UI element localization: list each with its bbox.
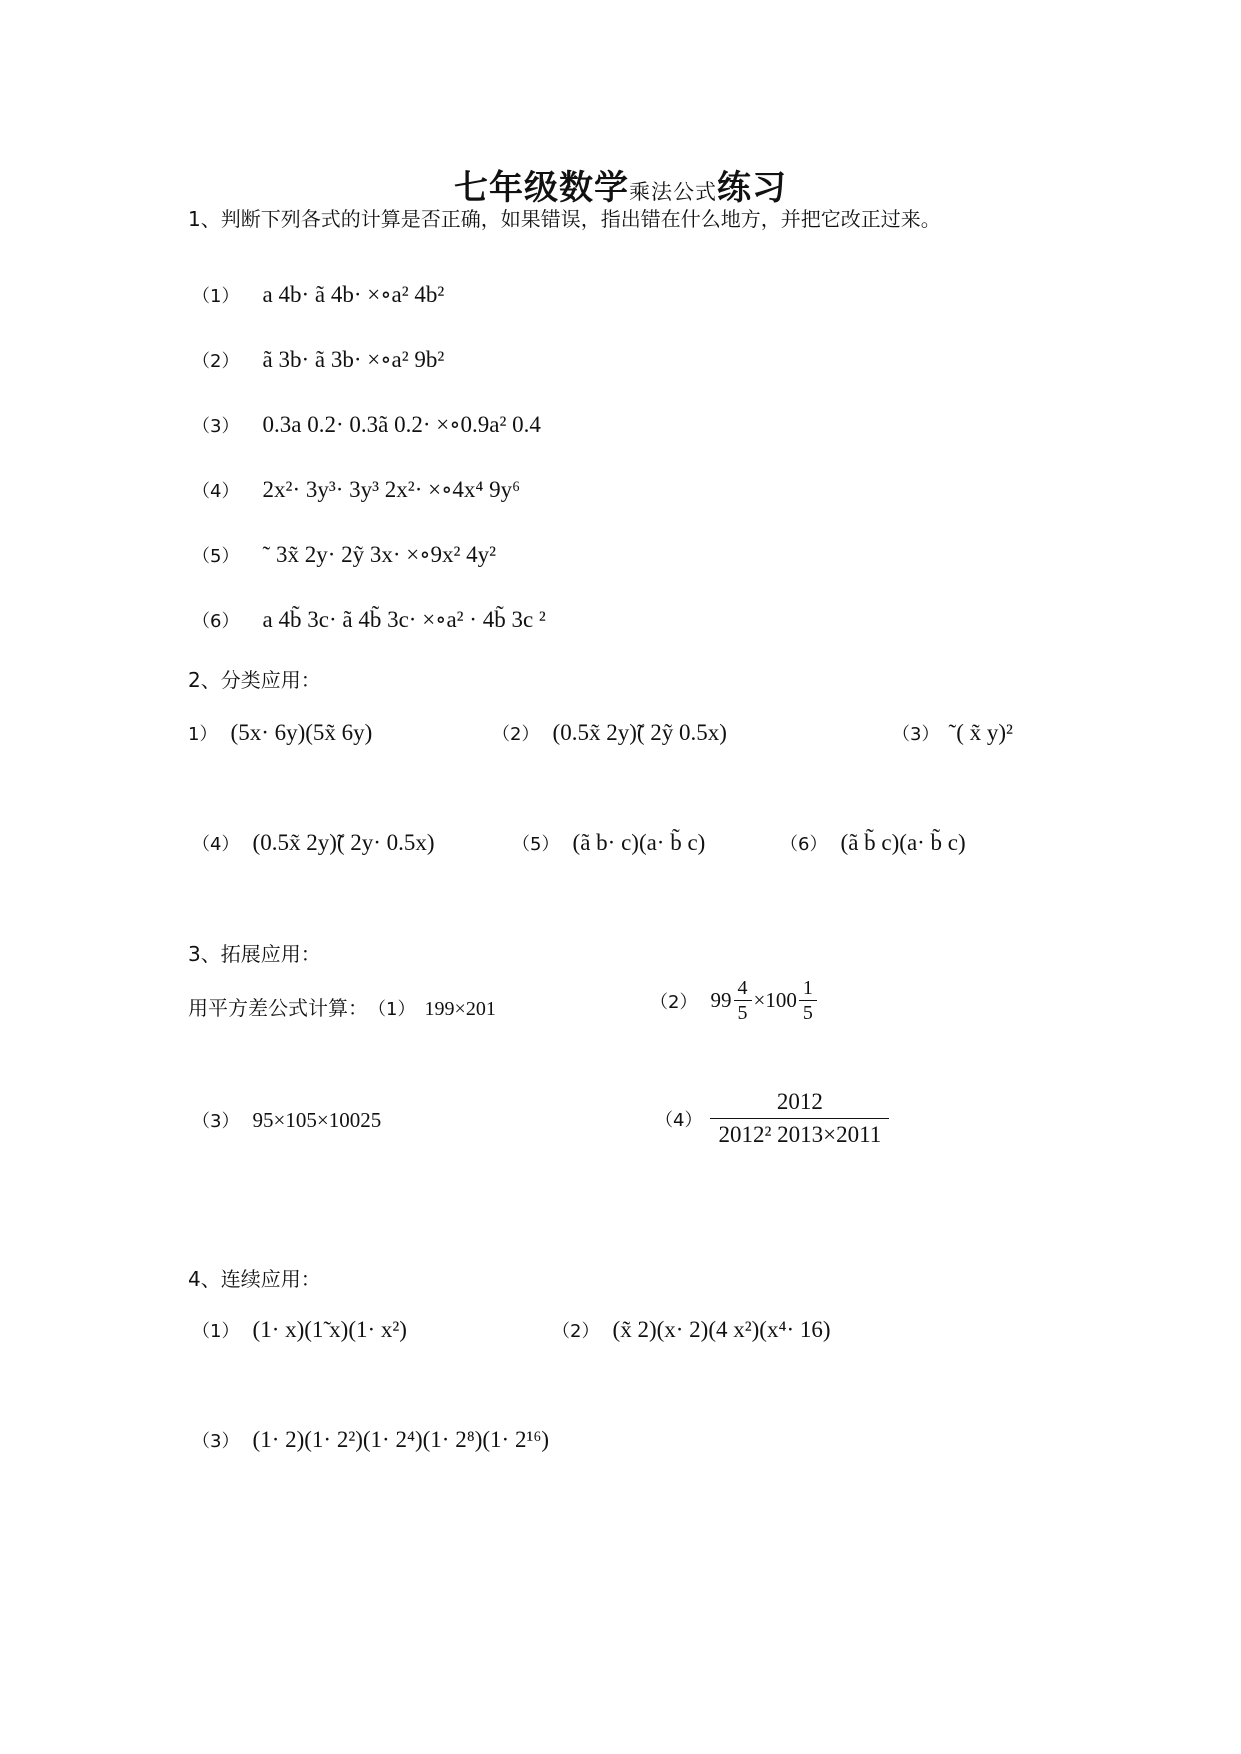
s1-item-5-label: （5） — [192, 546, 240, 567]
s3-item-4-label: （4） — [655, 1109, 703, 1131]
s1-item-1 — [192, 282, 444, 308]
s2-item-5 — [512, 830, 705, 856]
s3-item-2-den-2: 5 — [802, 1002, 813, 1024]
s2-item-4 — [192, 830, 435, 856]
s1-item-5 — [192, 542, 496, 568]
s1-item-4 — [192, 477, 520, 503]
s3-item-3-expr: 95×105×10025 — [252, 1108, 382, 1132]
s2-item-1 — [188, 720, 372, 746]
title-small: 乘法公式 — [629, 180, 717, 204]
s2-item-6 — [780, 830, 966, 856]
s1-item-3-label: （3） — [192, 416, 240, 437]
s2-item-4-expr: (0.5x̃ 2y)̃( 2y· 0.5x) — [252, 830, 435, 855]
section-3-heading: 3、拓展应用： — [188, 942, 321, 966]
s3-item-1-label: （1） — [368, 999, 416, 1020]
s2-item-6-expr: (ã b̃ c)(a· b̃ c) — [840, 830, 966, 855]
s2-item-3-expr: ˜( x̃ y)² — [948, 720, 1013, 745]
s2-item-1-expr: (5x· 6y)(5x̃ 6y) — [230, 720, 373, 745]
s1-item-2-label: （2） — [192, 351, 240, 372]
s2-item-4-label: （4） — [192, 834, 240, 855]
s3-item-4-num: 2012 — [710, 1086, 889, 1119]
s1-item-4-expr: 2x²· 3y³· 3y³ 2x²· ×∘4x⁴ 9y⁶ — [262, 477, 521, 502]
section-4-heading: 4、连续应用： — [188, 1267, 321, 1291]
s4-item-2 — [552, 1317, 831, 1343]
s1-item-3-expr: 0.3a 0.2· 0.3ã 0.2· ×∘0.9a² 0.4 — [262, 412, 541, 437]
s2-item-5-label: （5） — [512, 834, 560, 855]
s3-item-2-num-2: 1 — [799, 976, 817, 1001]
s3-item-2-num-1: 4 — [734, 976, 752, 1001]
s4-item-3 — [192, 1427, 549, 1453]
title-main-after: 练习 — [717, 168, 787, 208]
s3-item-3-label: （3） — [192, 1111, 240, 1132]
s2-item-5-expr: (ã b· c)(a· b̃ c) — [572, 830, 706, 855]
s2-item-6-label: （6） — [780, 834, 828, 855]
page-title — [0, 160, 1241, 209]
s2-item-1-label: 1） — [188, 724, 218, 745]
s4-item-3-expr: (1· 2)(1· 2²)(1· 2⁴)(1· 2⁸)(1· 2¹⁶) — [252, 1427, 550, 1452]
s3-item-2-frac-2 — [799, 976, 817, 1025]
s2-item-2 — [492, 720, 727, 746]
s3-item-2-frac-1 — [734, 976, 752, 1025]
title-main-before: 七年级数学 — [454, 168, 629, 208]
s4-item-3-label: （3） — [192, 1431, 240, 1452]
s4-item-1 — [192, 1317, 407, 1343]
s3-item-2 — [650, 976, 819, 1025]
s1-item-3 — [192, 412, 541, 438]
section-2-heading: 2、分类应用： — [188, 668, 321, 692]
s1-item-2-expr: ã 3b· ã 3b· ×∘a² 9b² — [262, 347, 445, 372]
s3-item-1 — [188, 992, 496, 1021]
s3-item-2-label: （2） — [650, 991, 698, 1013]
s1-item-6 — [192, 607, 546, 633]
s1-item-5-expr: ˜ 3x̃ 2y· 2ỹ 3x· ×∘9x² 4y² — [262, 542, 497, 567]
s1-item-1-expr: a 4b· ã 4b· ×∘a² 4b² — [262, 282, 445, 307]
s2-item-2-label: （2） — [492, 724, 540, 745]
s4-item-1-expr: (1· x)(1̃ x)(1· x²) — [252, 1317, 407, 1342]
s2-item-3-label: （3） — [892, 724, 940, 745]
s2-item-3 — [892, 720, 1013, 746]
s3-intro: 用平方差公式计算： — [188, 996, 368, 1020]
s3-item-4-den: 2012² 2013×2011 — [718, 1122, 882, 1147]
s3-item-1-expr: 199×201 — [424, 998, 496, 1020]
s1-item-6-expr: a 4b̃ 3c· ã 4b̃ 3c· ×∘a² · 4b̃ 3c ² — [262, 607, 546, 632]
s4-item-2-label: （2） — [552, 1321, 600, 1342]
s3-item-4-frac — [710, 1086, 889, 1151]
s1-item-2 — [192, 347, 444, 373]
s3-item-4 — [655, 1086, 891, 1151]
s2-item-2-expr: (0.5x̃ 2y)̃( 2ỹ 0.5x) — [552, 720, 727, 745]
section-1-heading: 1、判断下列各式的计算是否正确，如果错误，指出错在什么地方，并把它改正过来。 — [188, 207, 941, 231]
s3-item-2-den-1: 5 — [737, 1002, 748, 1024]
s4-item-1-label: （1） — [192, 1321, 240, 1342]
s1-item-6-label: （6） — [192, 611, 240, 632]
s4-item-2-expr: (x̃ 2)(x· 2)(4 x²)(x⁴· 16) — [612, 1317, 831, 1342]
s3-item-2-whole: 99 — [710, 988, 732, 1012]
s3-item-3 — [192, 1107, 381, 1133]
s1-item-4-label: （4） — [192, 481, 240, 502]
s3-item-2-mid: ×100 — [753, 988, 797, 1012]
s1-item-1-label: （1） — [192, 286, 240, 307]
